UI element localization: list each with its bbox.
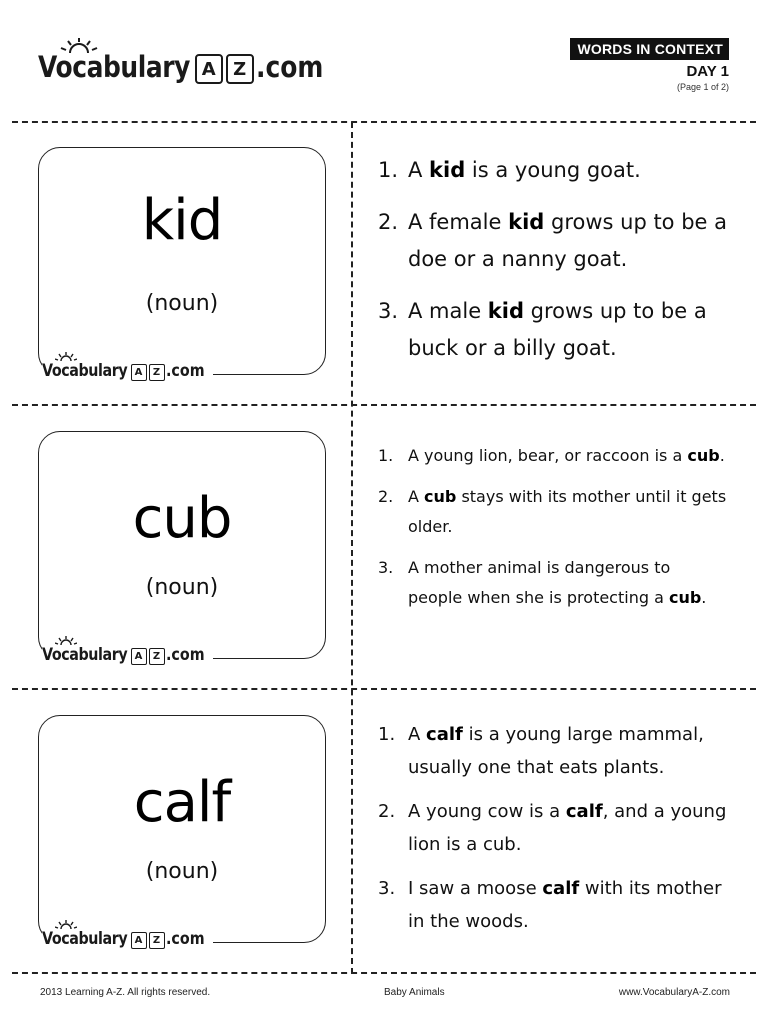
sentence-item xyxy=(378,293,728,367)
sentence-item xyxy=(378,152,728,189)
sentence-list-calf xyxy=(378,718,728,949)
sentence-text: A young cow is a calf, and a young lion is a cub. xyxy=(408,801,727,855)
sentence-number: 3. xyxy=(378,878,396,899)
logo-word: Vocabulary xyxy=(42,361,128,381)
sentence-text: A kid is a young goat. xyxy=(408,158,641,182)
card-part-of-speech: (noun) xyxy=(145,859,219,884)
sentence-number: 1. xyxy=(378,446,394,465)
vocab-word: kid xyxy=(508,210,545,234)
sentence-number: 2. xyxy=(378,801,396,822)
sentence-text: A mother animal is dangerous to people when she is protecting a cub. xyxy=(408,558,707,607)
words-in-context-badge: WORDS IN CONTEXT xyxy=(570,38,729,60)
footer-unit-title: Baby Animals xyxy=(384,987,445,998)
footer-website-link[interactable]: www.VocabularyA-Z.com xyxy=(618,987,730,998)
page-indicator: (Page 1 of 2) xyxy=(676,82,729,92)
cut-line-bottom xyxy=(12,972,756,974)
sentence-item xyxy=(378,553,728,613)
logo-tile-a: A xyxy=(131,648,147,665)
vocab-word: calf xyxy=(426,724,463,745)
sentence-text: A young lion, bear, or raccoon is a cub. xyxy=(408,446,725,465)
sentence-item xyxy=(378,718,728,784)
card-logo xyxy=(42,645,213,665)
sentence-item xyxy=(378,482,728,542)
vocab-word: cub xyxy=(668,588,702,607)
sentence-text: A cub stays with its mother until it gets older. xyxy=(408,487,727,536)
sentence-item xyxy=(378,441,728,471)
logo-word: Vocabulary xyxy=(42,929,128,949)
sentence-number: 3. xyxy=(378,299,399,323)
vocab-word: kid xyxy=(487,299,524,323)
logo-tile-z: Z xyxy=(149,364,165,381)
card-term: kid xyxy=(141,188,223,253)
logo-tile-z: Z xyxy=(149,648,165,665)
sentence-list-kid xyxy=(378,152,728,382)
sentence-item xyxy=(378,204,728,278)
vocab-word: cub xyxy=(687,446,720,465)
logo-tile-z: Z xyxy=(226,54,254,84)
logo-dotcom: .com xyxy=(165,929,205,949)
logo-tile-a: A xyxy=(131,364,147,381)
card-part-of-speech: (noun) xyxy=(145,575,219,600)
sentence-number: 3. xyxy=(378,558,394,577)
card-logo xyxy=(42,361,213,381)
flashcard-cub xyxy=(38,431,326,665)
sentence-item xyxy=(378,872,728,938)
cut-line-top xyxy=(12,121,756,123)
card-logo xyxy=(42,929,213,949)
flashcard-calf xyxy=(38,715,326,949)
card-part-of-speech: (noun) xyxy=(145,291,219,316)
sentence-text: A female kid grows up to be a doe or a nanny goat. xyxy=(408,210,727,271)
cut-line-2 xyxy=(12,688,756,690)
cut-line-1 xyxy=(12,404,756,406)
logo-word: Vocabulary xyxy=(38,50,190,84)
vocab-word: kid xyxy=(429,158,466,182)
logo-dotcom: .com xyxy=(165,645,205,665)
logo-tile-a: A xyxy=(131,932,147,949)
card-term: calf xyxy=(133,770,231,835)
logo-tile-z: Z xyxy=(149,932,165,949)
cut-line-vertical xyxy=(351,122,353,974)
flashcard-kid xyxy=(38,147,326,381)
sentence-text: A calf is a young large mammal, usually one that eats plants. xyxy=(408,724,704,778)
logo-dotcom: .com xyxy=(255,50,324,84)
logo-word: Vocabulary xyxy=(42,645,128,665)
sentence-number: 1. xyxy=(378,158,399,182)
sentence-text: I saw a moose calf with its mother in the woods. xyxy=(408,878,722,932)
vocabulary-az-logo xyxy=(38,50,334,84)
logo-tile-a: A xyxy=(195,54,223,84)
sentence-list-cub xyxy=(378,441,728,624)
vocab-word: calf xyxy=(542,878,580,899)
sentence-number: 1. xyxy=(378,724,396,745)
sentence-text: A male kid grows up to be a buck or a billy goat. xyxy=(408,299,707,360)
card-term: cub xyxy=(132,486,232,551)
footer-copyright: 2013 Learning A-Z. All rights reserved. xyxy=(40,987,211,998)
sentence-number: 2. xyxy=(378,210,399,234)
logo-dotcom: .com xyxy=(165,361,205,381)
sentence-number: 2. xyxy=(378,487,394,506)
sentence-item xyxy=(378,795,728,861)
day-label: DAY 1 xyxy=(686,63,729,80)
vocab-word: calf xyxy=(565,801,603,822)
vocab-word: cub xyxy=(424,487,457,506)
